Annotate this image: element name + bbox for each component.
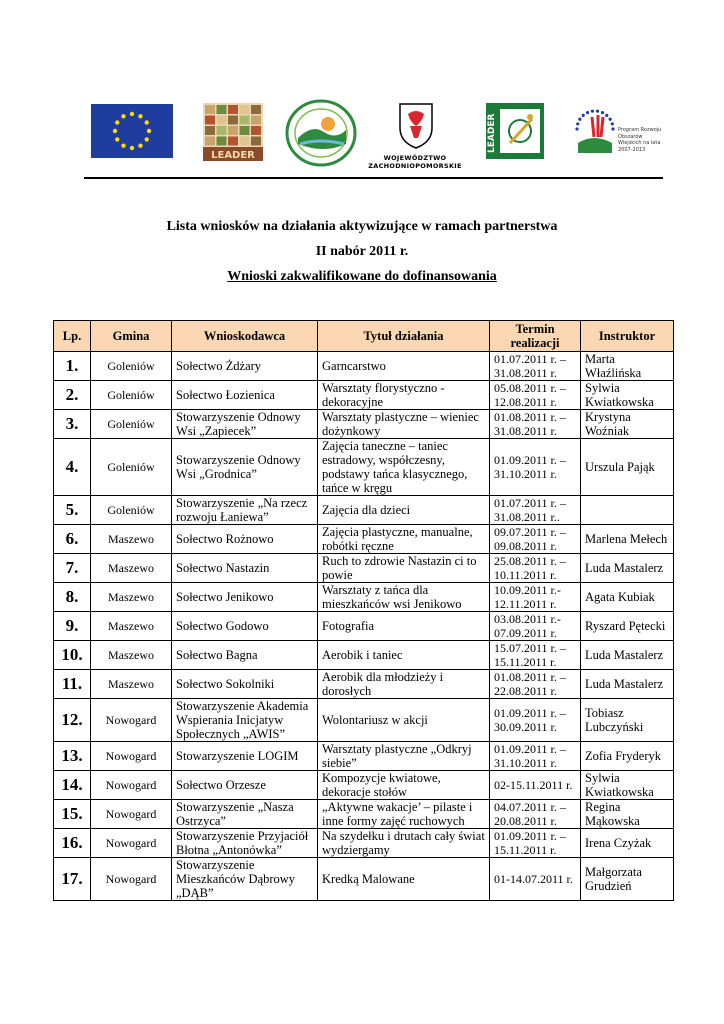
- column-header-instruktor: Instruktor: [581, 321, 674, 352]
- applicant-cell: Stowarzyszenie LOGIM: [172, 742, 318, 771]
- instructor-cell: Marlena Mełech: [581, 525, 674, 554]
- term-cell: 01.09.2011 r. – 15.11.2011 r.: [490, 829, 581, 858]
- applicant-cell: Stowarzyszenie Akademia Wspierania Inicjatyw Społecznych „AWIS”: [172, 699, 318, 742]
- instructor-cell: Irena Czyżak: [581, 829, 674, 858]
- instructor-cell: Urszula Pająk: [581, 439, 674, 496]
- gmina-cell: Goleniów: [91, 352, 172, 381]
- term-cell: 01.09.2011 r. – 31.10.2011 r.: [490, 439, 581, 496]
- eu-flag-icon: [91, 104, 173, 158]
- leader-green-text: LEADER: [487, 113, 497, 153]
- term-cell: 01.08.2011 r. – 22.08.2011 r.: [490, 670, 581, 699]
- gmina-cell: Maszewo: [91, 670, 172, 699]
- applicant-cell: Sołectwo Bagna: [172, 641, 318, 670]
- table-row: [54, 381, 674, 410]
- zachodniopomorskie-crest-icon: [396, 100, 436, 150]
- table-row: [54, 583, 674, 612]
- gmina-cell: Maszewo: [91, 612, 172, 641]
- instructor-cell: Marta Właźlińska: [581, 352, 674, 381]
- applications-table: [53, 320, 674, 901]
- applicant-cell: Sołectwo Żdżary: [172, 352, 318, 381]
- term-cell: 01-14.07.2011 r.: [490, 858, 581, 901]
- header-divider: [84, 177, 663, 179]
- term-cell: 02-15.11.2011 r.: [490, 771, 581, 800]
- row-number: 11.: [54, 670, 91, 699]
- table-row: [54, 742, 674, 771]
- gmina-cell: Nowogard: [91, 858, 172, 901]
- title-cell: Ruch to zdrowie Nastazin ci to powie: [318, 554, 490, 583]
- row-number: 17.: [54, 858, 91, 901]
- row-number: 15.: [54, 800, 91, 829]
- term-cell: 10.09.2011 r.- 12.11.2011 r.: [490, 583, 581, 612]
- term-cell: 25.08.2011 r. – 10.11.2011 r.: [490, 554, 581, 583]
- term-cell: 01.07.2011 r. – 31.08.2011 r..: [490, 496, 581, 525]
- instructor-cell: [581, 496, 674, 525]
- applicant-cell: Sołectwo Nastazin: [172, 554, 318, 583]
- table-row: [54, 410, 674, 439]
- column-header-wnioskodawca: Wnioskodawca: [172, 321, 318, 352]
- gmina-cell: Maszewo: [91, 641, 172, 670]
- term-cell: 04.07.2011 r. – 20.08.2011 r.: [490, 800, 581, 829]
- row-number: 4.: [54, 439, 91, 496]
- table-row: [54, 439, 674, 496]
- table-row: [54, 829, 674, 858]
- instructor-cell: Tobiasz Lubczyński: [581, 699, 674, 742]
- gmina-cell: Nowogard: [91, 771, 172, 800]
- table-row: [54, 525, 674, 554]
- applicant-cell: Stowarzyszenie „Nasza Ostrzyca”: [172, 800, 318, 829]
- row-number: 8.: [54, 583, 91, 612]
- applicant-cell: Stowarzyszenie Mieszkańców Dąbrowy „DĄB”: [172, 858, 318, 901]
- applicant-cell: Sołectwo Rożnowo: [172, 525, 318, 554]
- title-cell: Fotografia: [318, 612, 490, 641]
- title-cell: Kredką Malowane: [318, 858, 490, 901]
- column-header-tytul: Tytuł działania: [318, 321, 490, 352]
- table-row: [54, 612, 674, 641]
- title-cell: Zajęcia dla dzieci: [318, 496, 490, 525]
- gmina-cell: Nowogard: [91, 829, 172, 858]
- applicant-cell: Sołectwo Łozienica: [172, 381, 318, 410]
- title-cell: „Aktywne wakacje’ – pilaste i inne formy zajęć ruchowych: [318, 800, 490, 829]
- term-cell: 01.09.2011 r. – 30.09.2011 r.: [490, 699, 581, 742]
- term-cell: 01.09.2011 r. – 31.10.2011 r.: [490, 742, 581, 771]
- leader-green-icon: [486, 103, 544, 159]
- gmina-cell: Maszewo: [91, 583, 172, 612]
- instructor-cell: Małgorzata Grudzień: [581, 858, 674, 901]
- title-cell: Zajęcia plastyczne, manualne, robótki ręczne: [318, 525, 490, 554]
- gmina-cell: Maszewo: [91, 525, 172, 554]
- applicant-cell: Stowarzyszenie Odnowy Wsi „Grodnica”: [172, 439, 318, 496]
- row-number: 2.: [54, 381, 91, 410]
- row-number: 5.: [54, 496, 91, 525]
- instructor-cell: Zofia Fryderyk: [581, 742, 674, 771]
- column-header-lp: Lp.: [54, 321, 91, 352]
- gmina-cell: Goleniów: [91, 381, 172, 410]
- table-row: [54, 699, 674, 742]
- row-number: 14.: [54, 771, 91, 800]
- table-row: [54, 800, 674, 829]
- gmina-cell: Goleniów: [91, 496, 172, 525]
- document-title: Lista wniosków na działania aktywizujące w ramach partnerstwa: [166, 219, 558, 234]
- document-section-title: Wnioski zakwalifikowane do dofinansowania: [227, 269, 497, 284]
- instructor-cell: Luda Mastalerz: [581, 554, 674, 583]
- instructor-cell: Luda Mastalerz: [581, 641, 674, 670]
- gmina-cell: Goleniów: [91, 410, 172, 439]
- title-cell: Aerobik dla młodzieży i dorosłych: [318, 670, 490, 699]
- table-row: [54, 352, 674, 381]
- table-header-row: [54, 321, 674, 352]
- title-cell: Warsztaty plastyczne – wieniec dożynkowy: [318, 410, 490, 439]
- title-cell: Warsztaty plastyczne „Odkryj siebie”: [318, 742, 490, 771]
- gmina-cell: Nowogard: [91, 699, 172, 742]
- term-cell: 01.08.2011 r. – 31.08.2011 r.: [490, 410, 581, 439]
- table-row: [54, 858, 674, 901]
- applicant-cell: Sołectwo Godowo: [172, 612, 318, 641]
- instructor-cell: Sylwia Kwiatkowska: [581, 381, 674, 410]
- table-row: [54, 641, 674, 670]
- row-number: 3.: [54, 410, 91, 439]
- instructor-cell: Agata Kubiak: [581, 583, 674, 612]
- term-cell: 01.07.2011 r. – 31.08.2011 r.: [490, 352, 581, 381]
- row-number: 12.: [54, 699, 91, 742]
- title-cell: Warsztaty z tańca dla mieszkańców wsi Jenikowo: [318, 583, 490, 612]
- table-row: [54, 496, 674, 525]
- title-cell: Na szydełku i drutach cały świat wydziergamy: [318, 829, 490, 858]
- title-cell: Zajęcia taneczne – taniec estradowy, współczesny, podstawy tańca klasycznego, tańce w kręgu: [318, 439, 490, 496]
- gmina-cell: Maszewo: [91, 554, 172, 583]
- row-number: 1.: [54, 352, 91, 381]
- title-cell: Warsztaty florystyczno - dekoracyjne: [318, 381, 490, 410]
- instructor-cell: Regina Mąkowska: [581, 800, 674, 829]
- column-header-gmina: Gmina: [91, 321, 172, 352]
- applicant-cell: Stowarzyszenie Odnowy Wsi „Zapiecek”: [172, 410, 318, 439]
- gmina-cell: Goleniów: [91, 439, 172, 496]
- row-number: 6.: [54, 525, 91, 554]
- title-cell: Aerobik i taniec: [318, 641, 490, 670]
- term-cell: 15.07.2011 r. – 15.11.2011 r.: [490, 641, 581, 670]
- term-cell: 09.07.2011 r. – 09.08.2011 r.: [490, 525, 581, 554]
- title-cell: Kompozycje kwiatowe, dekoracje stołów: [318, 771, 490, 800]
- row-number: 13.: [54, 742, 91, 771]
- table-row: [54, 771, 674, 800]
- term-cell: 05.08.2011 r. – 12.08.2011 r.: [490, 381, 581, 410]
- leader-mosaic-icon: [203, 103, 263, 161]
- row-number: 10.: [54, 641, 91, 670]
- term-cell: 03.08.2011 r.- 07.09.2011 r.: [490, 612, 581, 641]
- lgd-circle-icon: [284, 98, 358, 168]
- leader-mosaic-text: LEADER: [211, 150, 255, 161]
- document-subtitle: II nabór 2011 r.: [315, 244, 409, 259]
- gmina-cell: Nowogard: [91, 742, 172, 771]
- applicant-cell: Sołectwo Orzesze: [172, 771, 318, 800]
- instructor-cell: Krystyna Woźniak: [581, 410, 674, 439]
- prow-icon: [572, 103, 618, 159]
- applicant-cell: Sołectwo Jenikowo: [172, 583, 318, 612]
- instructor-cell: Ryszard Pętecki: [581, 612, 674, 641]
- row-number: 9.: [54, 612, 91, 641]
- applicant-cell: Sołectwo Sokolniki: [172, 670, 318, 699]
- gmina-cell: Nowogard: [91, 800, 172, 829]
- prow-label: Program Rozwoju Obszarów Wiejskich na lata 2007-2013: [618, 127, 662, 153]
- applicant-cell: Stowarzyszenie Przyjaciół Błotna „Antonówka”: [172, 829, 318, 858]
- title-cell: Wolontariusz w akcji: [318, 699, 490, 742]
- instructor-cell: Luda Mastalerz: [581, 670, 674, 699]
- logo-bar: [0, 0, 724, 180]
- column-header-termin: Termin realizacji: [490, 321, 581, 352]
- instructor-cell: Sylwia Kwiatkowska: [581, 771, 674, 800]
- table-row: [54, 554, 674, 583]
- row-number: 7.: [54, 554, 91, 583]
- title-cell: Garncarstwo: [318, 352, 490, 381]
- zachodniopomorskie-label: WOJEWÓDZTWO ZACHODNIOPOMORSKIE: [368, 154, 462, 170]
- row-number: 16.: [54, 829, 91, 858]
- applicant-cell: Stowarzyszenie „Na rzecz rozwoju Łaniewa”: [172, 496, 318, 525]
- table-row: [54, 670, 674, 699]
